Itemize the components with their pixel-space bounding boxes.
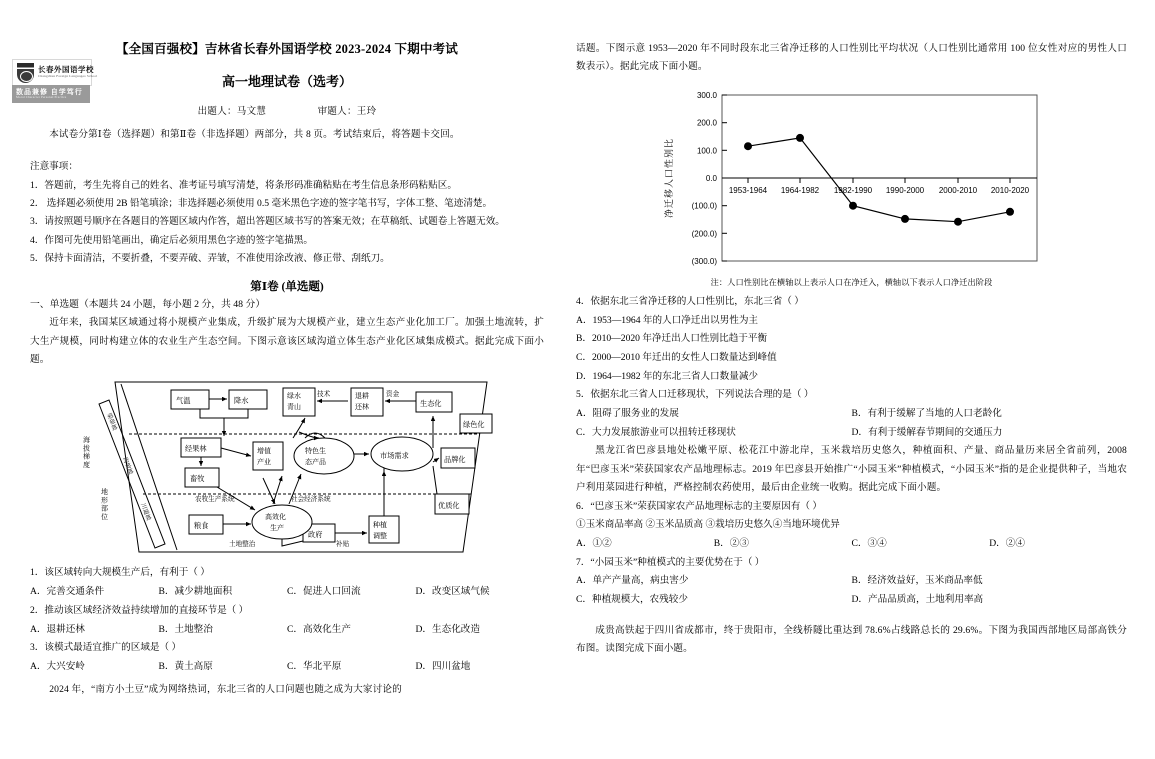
chart-ytick-0: 0.0 bbox=[705, 173, 717, 183]
figure-slope-label-3: 川道坡 bbox=[139, 502, 152, 522]
question-3-option-a[interactable]: A．大兴安岭 bbox=[30, 660, 85, 672]
question-2-stem bbox=[30, 602, 544, 621]
setter-label: 出题人：马文慧 bbox=[197, 106, 267, 117]
figure-box-label-xumu: 畜牧 bbox=[190, 474, 205, 484]
chart-net-migration-sex-ratio bbox=[576, 83, 1127, 273]
figure-box-label-liangshi: 粮食 bbox=[194, 521, 209, 531]
question-6-option-b[interactable]: B．②③ bbox=[713, 538, 749, 550]
figure-ellipse-label-tese-2: 态产品 bbox=[305, 459, 326, 467]
material-2-text-part2: 话题。下图示意 1953—2020 年不同时段东北三省净迁移的人口性别比平均状况（人口性别比通常用 100 位女性对应的男性人口数表示）。据此完成下面小题。 bbox=[576, 43, 1127, 73]
question-6-option-a[interactable]: A．①② bbox=[576, 538, 612, 550]
question-4-option-d[interactable]: D．1964—1982 年的东北三省人口数量减少 bbox=[576, 370, 759, 382]
figure-ellipse-label-tese-1: 特色生 bbox=[305, 448, 326, 456]
question-5-options-row-1 bbox=[576, 405, 1127, 424]
page-title: 【全国百强校】吉林省长春外国语学校 2023-2024 下期中考试 bbox=[115, 42, 458, 56]
material-4-text: 成贵高铁起于四川省成都市，终于贵阳市，全线桥隧比重达到 78.6%占线路总长的 29.6%。下图为我国西部地区局部高铁分布图。读图完成下面小题。 bbox=[576, 624, 1127, 655]
chart-point-5 bbox=[954, 218, 962, 226]
school-logo-stamp bbox=[10, 58, 98, 104]
question-6-option-d[interactable]: D．②④ bbox=[989, 538, 1025, 550]
notice-item-1: 1．答题前，考生先将自己的姓名、准考证号填写清楚，将条形码准确粘贴在考生信息条形码粘贴区。 bbox=[30, 179, 457, 191]
material-2-text-part1: 2024 年，“南方小土豆”成为网络热词，东北三省的人口问题也随之成为大家讨论的 bbox=[49, 683, 402, 695]
question-3-option-c[interactable]: C．华北平原 bbox=[287, 660, 342, 672]
question-6-text: “巴彦玉米”荣获国家农产品地理标志的主要原因有（ ） bbox=[590, 500, 822, 512]
school-name-cn: 长春外国语学校 bbox=[38, 65, 94, 74]
chart-series-line bbox=[748, 138, 1010, 222]
figure-ellipse-label-gaoxiao-1: 高效化 bbox=[265, 514, 286, 522]
question-7-text: “小园玉米”种植模式的主要优势在于（ ） bbox=[590, 556, 765, 568]
notice-item-2: 2． 选择题必须使用 2B 铅笔填涂；非选择题必须使用 0.5 毫米黑色字迹的签字笔书写，字体工整、笔迹清楚。 bbox=[30, 197, 493, 209]
figure-ellipse-tese bbox=[294, 438, 354, 474]
figure-axis-label-altitude: 海拔梯度 bbox=[82, 436, 90, 470]
notice-item-4: 4．作图可先使用铅笔画出，确定后必须用黑色字迹的签字笔描黑。 bbox=[30, 234, 314, 246]
question-4-text: 依据东北三省净迁移的人口性别比，东北三省（ ） bbox=[590, 295, 804, 307]
question-4-stem bbox=[576, 293, 1127, 312]
chart-point-1 bbox=[744, 142, 752, 150]
chart-ytick-300: 300.0 bbox=[696, 90, 717, 100]
left-column bbox=[0, 0, 568, 699]
material-1-text: 近年来，我国某区域通过将小规模产业集成，升级扩展为大规模产业，建立生态产业化加工厂。加强土地流转，扩大生产规模，同时构建立体的农业生产生态空间。下图示意该区域沟道立体生态产业化区域集成模式。据此完成下面小题。 bbox=[30, 317, 544, 366]
question-3-number: 3． bbox=[30, 642, 45, 654]
question-4-option-b[interactable]: B．2010—2020 年净迁出人口性别比趋于平衡 bbox=[576, 333, 768, 345]
question-2-option-c[interactable]: C．高效化生产 bbox=[287, 623, 351, 635]
figure-box-label-zhongzhi-1: 种植 bbox=[373, 522, 387, 530]
figure-box-label-youzhihua: 优质化 bbox=[438, 501, 460, 511]
figure-box-label-lvshui-2: 青山 bbox=[287, 404, 301, 412]
notice-item-3: 3．请按照题号顺序在各题目的答题区域内作答，超出答题区域书写的答案无效；在草稿纸、试题卷上答题无效。 bbox=[30, 216, 505, 228]
question-4-option-c[interactable]: C．2000—2010 年迁出的女性人口数量达到峰值 bbox=[576, 351, 777, 363]
question-6-option-c[interactable]: C．③④ bbox=[851, 538, 887, 550]
figure-axis-label-landform: 地形部位 bbox=[100, 488, 108, 522]
chart-point-3 bbox=[849, 202, 857, 210]
figure-box-label-jiangshui: 降水 bbox=[234, 396, 249, 406]
figure-box-label-pinpaihua: 品牌化 bbox=[444, 455, 466, 465]
question-6-options bbox=[576, 535, 1127, 554]
question-3-options bbox=[30, 658, 544, 677]
figure-ellipse-gaoxiao bbox=[252, 505, 312, 539]
notice-item-5: 5．保持卡面清洁，不要折叠，不要弄破、弄皱，不准使用涂改液、修正带、刮纸刀。 bbox=[30, 253, 390, 265]
question-2-text: 推动该区域经济效益持续增加的直接环节是（ ） bbox=[44, 604, 249, 616]
question-7-options-row-1 bbox=[576, 572, 1127, 591]
school-crest-icon bbox=[17, 63, 34, 83]
chart-ytick-neg300: (300.0) bbox=[691, 256, 717, 266]
paper-subtitle: 高一地理试卷（选考） bbox=[221, 73, 352, 89]
question-7-options-row-2 bbox=[576, 591, 1127, 610]
school-motto-en: Moral Character Personal Practice bbox=[16, 95, 67, 99]
question-2-number: 2． bbox=[30, 604, 45, 616]
school-emblem-block bbox=[12, 59, 98, 86]
figure-ellipse-label-gaoxiao-2: 生产 bbox=[270, 525, 284, 533]
question-7-option-d[interactable]: D．产品品质高，土地利用率高 bbox=[851, 594, 984, 606]
figure-edge-label-butie: 补贴 bbox=[336, 541, 350, 549]
figure-ellipse-label-shichang: 市场需求 bbox=[380, 451, 409, 461]
question-1-option-c[interactable]: C．促进人口回流 bbox=[287, 586, 361, 598]
question-1-option-b[interactable]: B．减少耕地面积 bbox=[158, 586, 233, 598]
figure-box-label-qiwen: 气温 bbox=[176, 396, 191, 406]
chart-xtick-3: 1982-1990 bbox=[833, 185, 872, 195]
chart-xtick-4: 1990-2000 bbox=[885, 185, 924, 195]
figure-box-label-zhengfu: 政府 bbox=[308, 530, 323, 540]
question-5-number: 5． bbox=[576, 389, 591, 401]
question-1-option-d[interactable]: D．改变区域气候 bbox=[415, 586, 490, 598]
question-3-option-b[interactable]: B．黄土高原 bbox=[158, 660, 213, 672]
chart-xtick-1: 1953-1964 bbox=[728, 185, 767, 195]
question-1-stem bbox=[30, 564, 544, 583]
chart-point-2 bbox=[796, 134, 804, 142]
question-1-option-a[interactable]: A．完善交通条件 bbox=[30, 586, 105, 598]
column-spacer bbox=[576, 610, 1127, 622]
notice-title: 注意事项： bbox=[30, 161, 78, 173]
question-5-option-c[interactable]: C．大力发展旅游业可以扭转迁移现状 bbox=[576, 426, 736, 438]
figure-system-label-nongmu: 农牧生产系统 bbox=[195, 496, 235, 504]
right-column bbox=[568, 0, 1155, 659]
figure-box-label-lvshui-1: 绿水 bbox=[287, 393, 301, 401]
figure-slope-label-2: 沟坡坡 bbox=[121, 456, 134, 476]
question-7-number: 7． bbox=[576, 556, 591, 568]
question-4-number: 4． bbox=[576, 295, 591, 307]
question-6-substatements: ①玉米商品率高 ②玉米品质高 ③栽培历史悠久④当地环境优异 bbox=[576, 519, 840, 531]
paper-structure-text: 本试卷分第Ⅰ卷（选择题）和第Ⅱ卷（非选择题）两部分，共 8 页。考试结束后，将答题卡交回。 bbox=[49, 128, 460, 140]
figure-edge-label-zijin: 资金 bbox=[386, 391, 400, 399]
chart-xtick-6: 2010-2020 bbox=[990, 185, 1029, 195]
figure-edge-label-tudi: 土地整治 bbox=[229, 541, 256, 549]
question-3-text: 该模式最适宜推广的区域是（ ） bbox=[44, 642, 182, 654]
question-5-stem bbox=[576, 386, 1127, 405]
section-1-subhead: 一、单选题（本题共 24 小题，每小题 2 分，共 48 分） bbox=[30, 298, 266, 310]
figure-1-svg bbox=[77, 376, 497, 558]
chart-note: 注：人口性别比在横轴以上表示人口在净迁入，横轴以下表示人口净迁出阶段 bbox=[710, 277, 993, 287]
question-6-number: 6． bbox=[576, 500, 591, 512]
chart-ytick-200: 200.0 bbox=[696, 118, 717, 128]
question-5-option-b[interactable]: B．有利于缓解了当地的人口老龄化 bbox=[851, 408, 1002, 420]
authors-line bbox=[30, 103, 544, 117]
question-5-option-a[interactable]: A．阻碍了服务业的发展 bbox=[576, 408, 679, 420]
question-7-option-c[interactable]: C．种植规模大，农残较少 bbox=[576, 594, 688, 606]
chart-ytick-neg200: (200.0) bbox=[691, 229, 717, 239]
figure-system-label-shehui: 社会经济系统 bbox=[291, 496, 331, 504]
question-2-option-d[interactable]: D．生态化改造 bbox=[415, 623, 480, 635]
chart-point-6 bbox=[1006, 208, 1014, 216]
question-1-number: 1． bbox=[30, 567, 45, 579]
chart-xtick-5: 2000-2010 bbox=[938, 185, 977, 195]
reviewer-label: 审题人：王玲 bbox=[317, 106, 377, 117]
school-motto-cn: 数品兼修 自学笃行 bbox=[16, 87, 83, 96]
question-1-text: 该区域转向大规模生产后，有利于（ ） bbox=[44, 567, 210, 579]
question-2-option-b[interactable]: B．土地整治 bbox=[158, 623, 213, 635]
figure-box-label-lvsehua: 绿色化 bbox=[463, 420, 485, 430]
chart-xtick-2: 1964-1982 bbox=[780, 185, 819, 195]
question-7-stem bbox=[576, 554, 1127, 573]
figure-edge-label-jishu: 技术 bbox=[317, 391, 331, 399]
section-1-title: 第Ⅰ卷 (单选题) bbox=[250, 280, 324, 293]
question-4-option-a[interactable]: A．1953—1964 年的人口净迁出以男性为主 bbox=[576, 314, 759, 326]
figure-box-label-zengzhi-2: 产业 bbox=[257, 459, 271, 467]
question-6-stem bbox=[576, 498, 1127, 517]
school-motto-block bbox=[12, 85, 90, 103]
question-5-option-d[interactable]: D．有利于缓解春节期间的交通压力 bbox=[851, 426, 1003, 438]
question-5-text: 依据东北三省人口迁移现状，下列说法合理的是（ ） bbox=[590, 389, 814, 401]
figure-box-label-zhongzhi-2: 调整 bbox=[373, 533, 387, 541]
question-2-option-a[interactable]: A．退耕还林 bbox=[30, 623, 85, 635]
material-3-text: 黑龙江省巴彦县地处松嫩平原、松花江中游北岸，玉米栽培历史悠久，种植面积、产量、商品量历来居全省前列，2008 年“巴彦玉米”荣获国家农产品地理标志。2019 年巴彦县开始推广“小园玉米”种植模式，“小园玉米”指的是企业提供种子，当地农户利用菜园进行种植，严格控制农药使用，最后由企业统一收购。据此完成下面小题。 bbox=[576, 445, 1127, 494]
figure-box-label-jingguolin: 经果林 bbox=[185, 444, 207, 454]
chart-y-axis-title: 净迁移人口性别比 bbox=[663, 137, 674, 218]
question-3-stem bbox=[30, 639, 544, 658]
question-3-option-d[interactable]: D．四川盆地 bbox=[415, 660, 471, 672]
question-7-option-b[interactable]: B．经济效益好，玉米商品率低 bbox=[851, 575, 983, 587]
figure-box-label-shengtaihua: 生态化 bbox=[420, 399, 442, 409]
question-7-option-a[interactable]: A．单产产量高，病虫害少 bbox=[576, 575, 689, 587]
figure-box-label-zengzhi-1: 增值 bbox=[257, 448, 271, 456]
chart-ytick-100: 100.0 bbox=[696, 146, 717, 156]
figure-box-label-tuigeng-2: 还林 bbox=[355, 404, 369, 412]
question-1-options bbox=[30, 583, 544, 602]
school-name-en: Changchun Foreign Languages School bbox=[38, 74, 98, 78]
question-5-options-row-2 bbox=[576, 424, 1127, 443]
figure-ecological-industry-diagram bbox=[30, 376, 544, 558]
figure-box-label-tuigeng-1: 退耕 bbox=[355, 393, 369, 401]
figure-slope-label-1: 梁峁坡 bbox=[105, 412, 118, 432]
chart-svg bbox=[652, 83, 1052, 273]
chart-ytick-neg100: (100.0) bbox=[691, 201, 717, 211]
question-2-options bbox=[30, 621, 544, 640]
chart-point-4 bbox=[901, 215, 909, 223]
